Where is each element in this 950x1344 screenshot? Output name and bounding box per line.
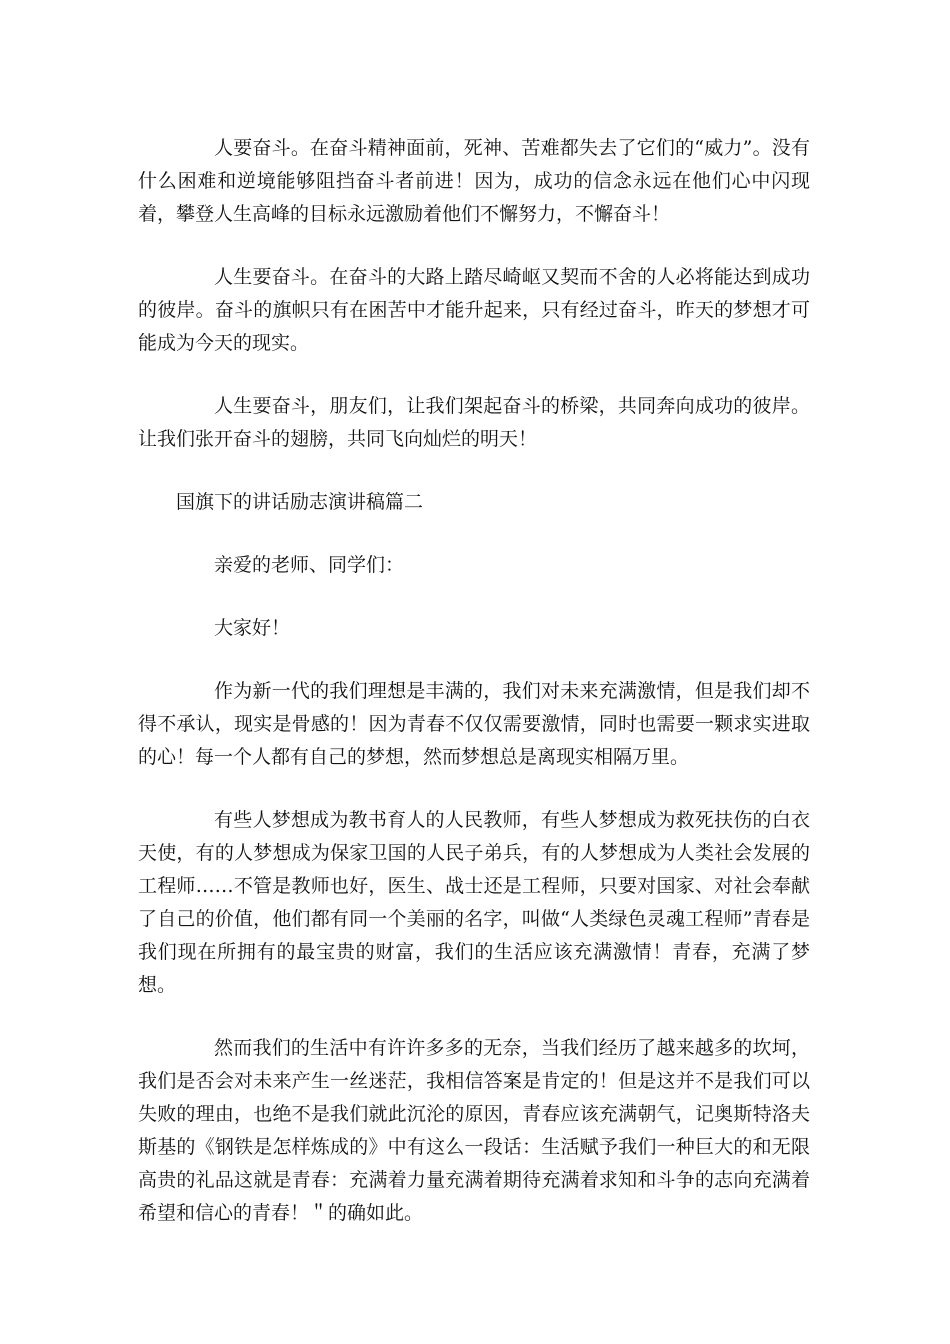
paragraph-4: 作为新一代的我们理想是丰满的，我们对未来充满激情，但是我们却不得不承认，现实是骨感的！因为青春不仅仅需要激情，同时也需要一颗求实进取的心！每一个人都有自己的梦想，然而梦想总是离现实相隔万里。 [138,680,810,768]
paragraph-5: 有些人梦想成为教书育人的人民教师，有些人梦想成为救死扶伤的白衣天使，有的人梦想成为保家卫国的人民子弟兵，有的人梦想成为人类社会发展的工程师……不管是教师也好，医生、战士还是工程师，只要对国家、对社会奉献了自己的价值，他们都有同一个美丽的名字，叫做“人类绿色灵魂工程师”青春是我们现在所拥有的最宝贵的财富，我们的生活应该充满激情！青春，充满了梦想。 [138,809,810,996]
paragraph-2: 人生要奋斗。在奋斗的大路上踏尽崎岖又契而不舍的人必将能达到成功的彼岸。奋斗的旗帜只有在困苦中才能升起来，只有经过奋斗，昨天的梦想才可能成为今天的现实。 [138,266,810,354]
paragraph-1: 人要奋斗。在奋斗精神面前，死神、苦难都失去了它们的“威力”。没有什么困难和逆境能够阻挡奋斗者前进！因为，成功的信念永远在他们心中闪现着，攀登人生高峰的目标永远激励着他们不懈努力，不懈奋斗！ [138,137,810,225]
paragraph-3: 人生要奋斗，朋友们，让我们架起奋斗的桥梁，共同奔向成功的彼岸。让我们张开奋斗的翅膀，共同飞向灿烂的明天！ [138,395,810,450]
section-title: 国旗下的讲话励志演讲稿篇二 [176,491,424,513]
salutation: 亲爱的老师、同学们： [214,554,405,576]
document-body [138,132,810,1260]
greeting: 大家好！ [214,617,291,639]
paragraph-6: 然而我们的生活中有许许多多的无奈，当我们经历了越来越多的坎坷，我们是否会对未来产生一丝迷茫，我相信答案是肯定的！但是这并不是我们可以失败的理由，也绝不是我们就此沉沦的原因，青春应该充满朝气，记奥斯特洛夫斯基的《钢铁是怎样炼成的》中有这么一段话：生活赋予我们一种巨大的和无限高贵的礼品这就是青春：充满着力量充满着期待充满着求知和斗争的志向充满着希望和信心的青春！＂的确如此。 [138,1037,810,1224]
